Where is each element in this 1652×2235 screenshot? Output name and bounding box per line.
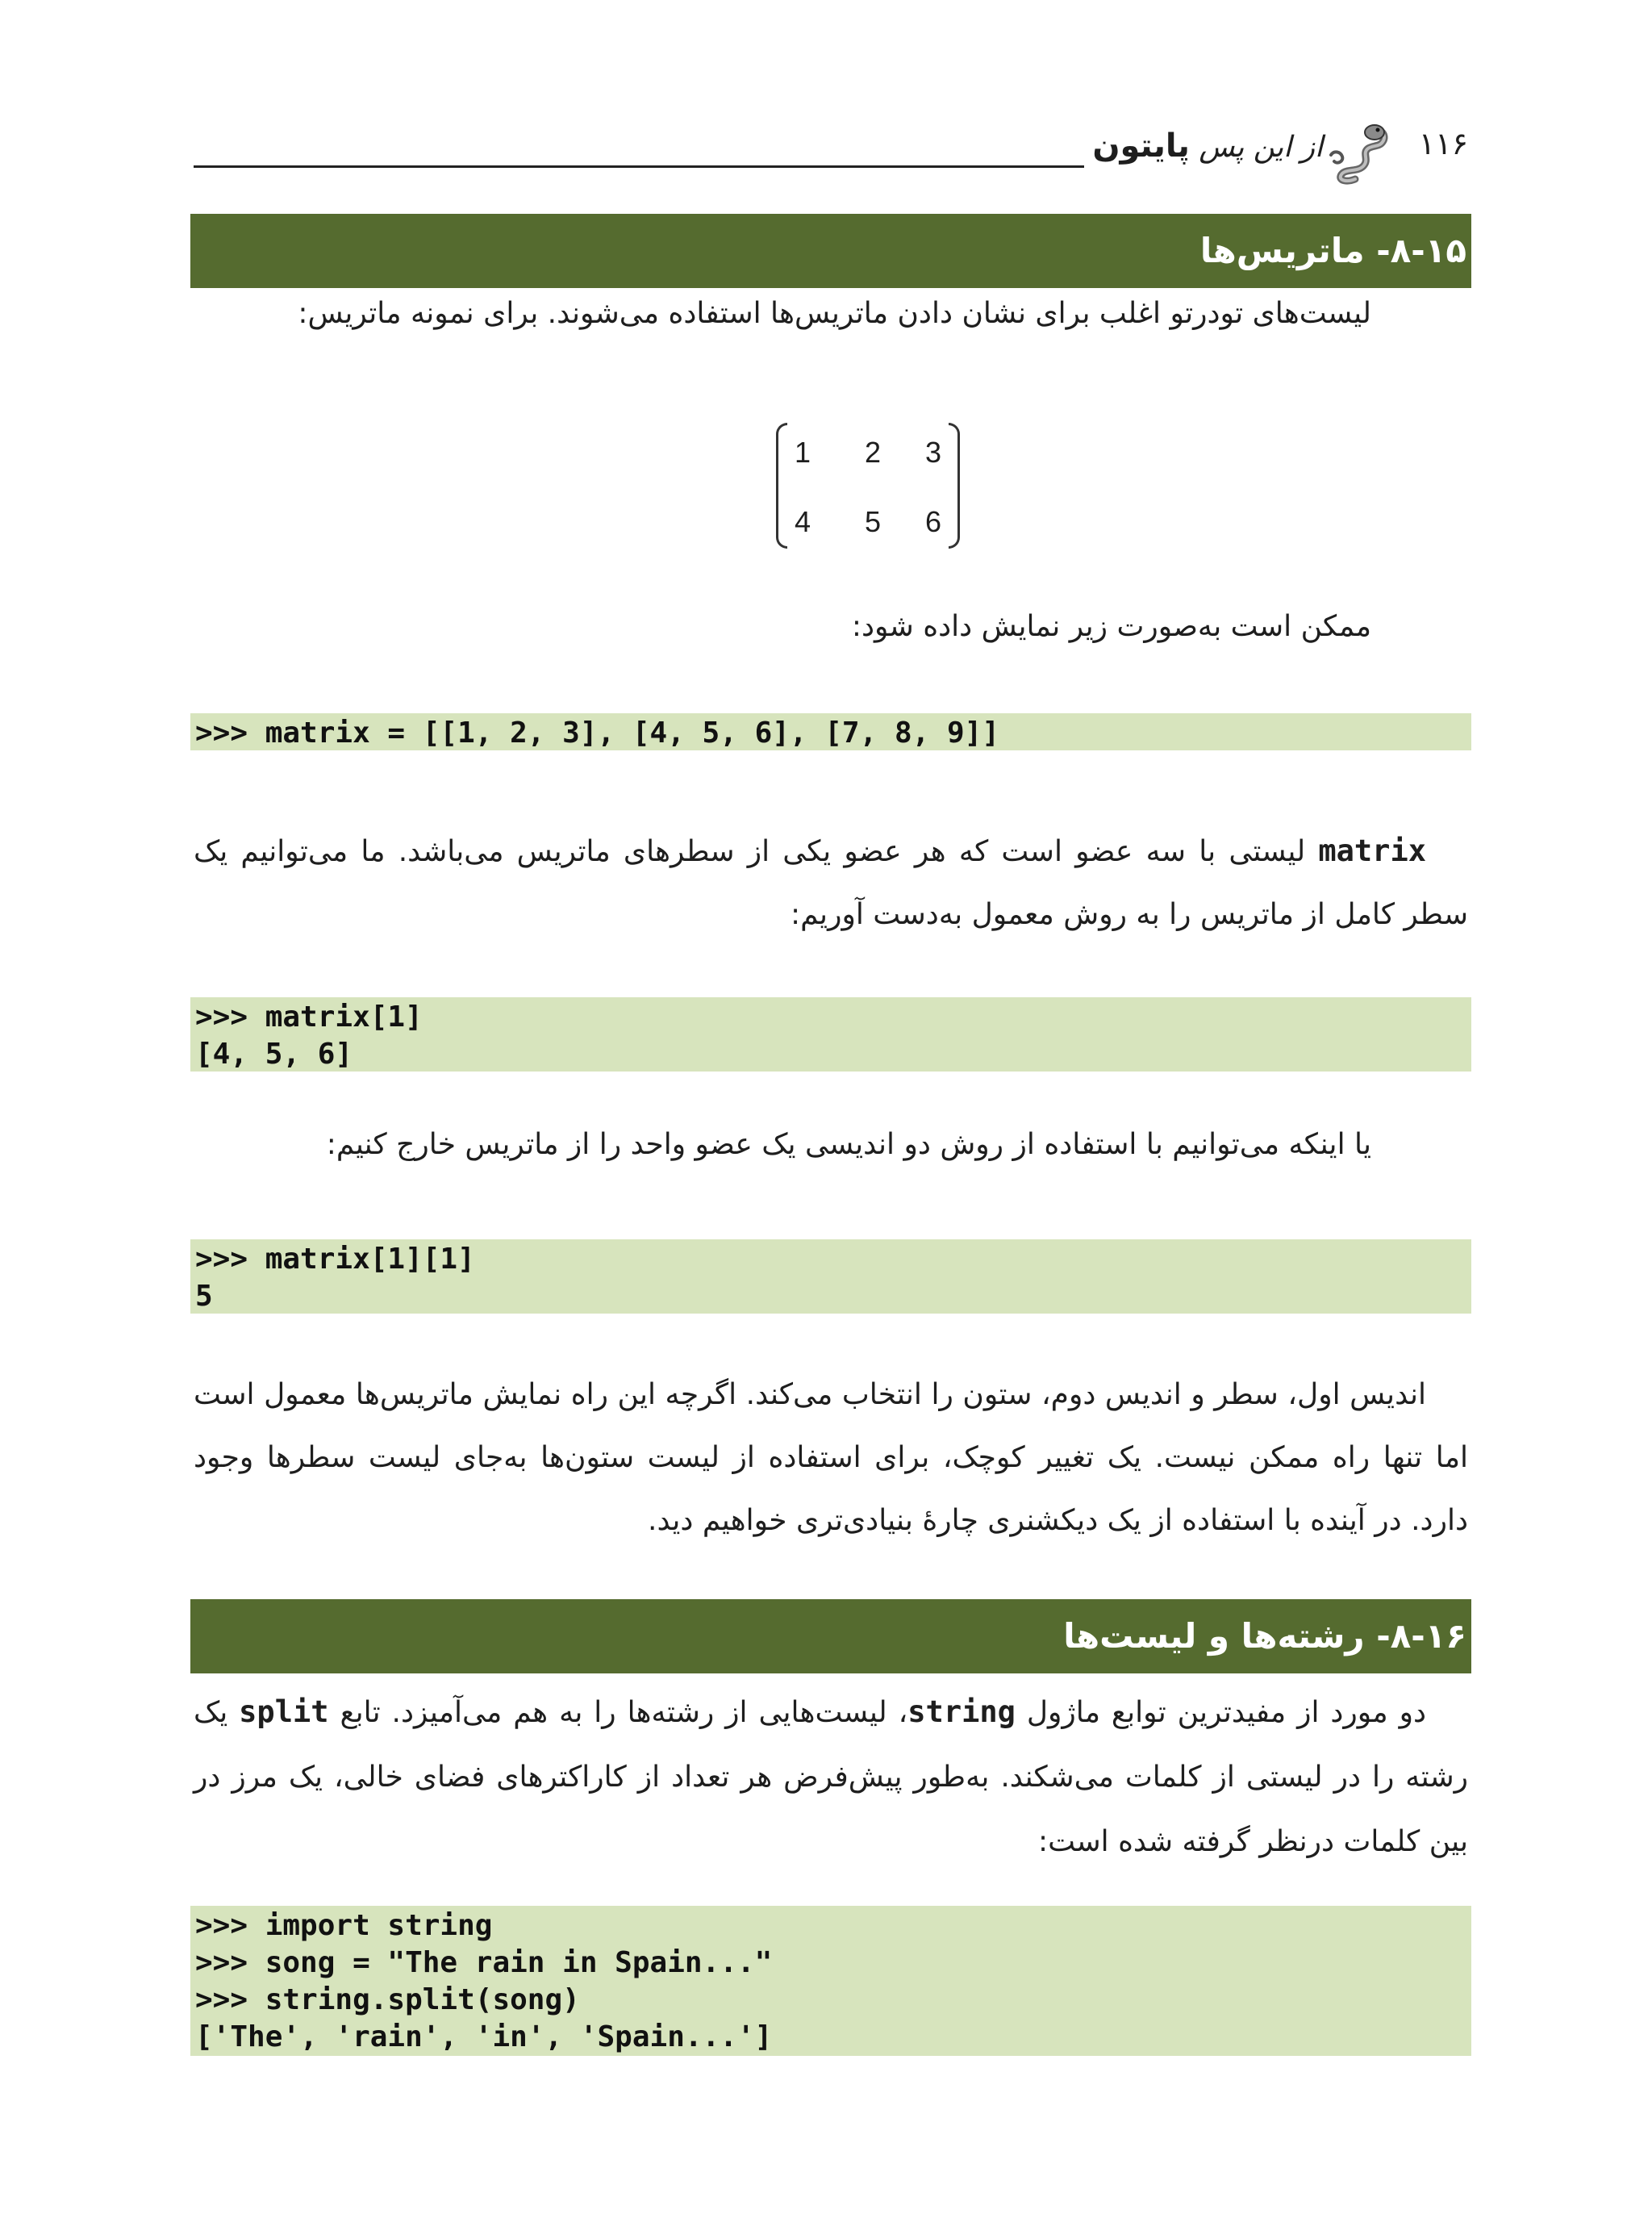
code-line: >>> import string [195,1909,493,1942]
matrices-intro-paragraph: لیست‌های تودرتو اغلب برای نشان دادن ماتریس‌ها استفاده می‌شوند. برای نمونه ماتریس: [298,297,1371,330]
inline-code-string: string [907,1694,1016,1729]
matrix-cell: 5 [864,505,882,538]
code-line: >>> string.split(song) [195,1983,580,2016]
matrix-cell: 1 [794,436,811,469]
code-line: 5 [195,1280,213,1313]
inline-code-matrix: matrix [1318,833,1426,868]
header-rule [194,165,1084,168]
page-number: ۱۱۶ [1418,126,1468,161]
code-block-matrix-definition [190,713,1471,750]
matrix-cell: 2 [864,436,882,469]
code-block-string-split [190,1906,1471,2056]
book-title-prefix: از این پس [1199,131,1323,164]
code-block-row-access [190,997,1471,1072]
section-heading-strings-and-lists: ۸-۱۶- رشته‌ها و لیست‌ها [190,1599,1471,1673]
code-line: >>> matrix = [[1, 2, 3], [4, 5, 6], [7, 8, 9]] [195,716,999,750]
two-index-paragraph: یا اینکه می‌توانیم با استفاده از روش دو اندیسی یک عضو واحد را از ماتریس خارج کنیم: [326,1128,1371,1161]
string-split-paragraph [194,1680,1468,1874]
representation-paragraph: ممکن است به‌صورت زیر نمایش داده شود: [851,610,1371,643]
code-block-element-access [190,1239,1471,1314]
paragraph-text: لیستی با سه عضو است که هر عضو یکی از سطرهای ماتریس می‌باشد. ما می‌توانیم یک سطر کامل از ماتریس را به روش معمول به‌دست آوریم: [194,835,1468,931]
code-line: >>> matrix[1][1] [195,1243,475,1276]
matrix-cell: 4 [794,505,811,538]
paragraph-text: دو مورد از مفیدترین توابع ماژول [1015,1696,1427,1729]
paragraph-text: ، لیست‌هایی از رشته‌ها را به هم می‌آمیزد. تابع [328,1696,908,1729]
section-heading-matrices: ۸-۱۵- ماتریس‌ها [190,214,1471,288]
code-line: [4, 5, 6] [195,1038,353,1071]
book-title-bold: پایتون [1092,127,1190,165]
matrix-cell: 3 [924,436,942,469]
book-title [1081,127,1323,165]
matrix-figure [776,423,960,552]
code-line: >>> matrix[1] [195,1001,423,1034]
inline-code-split: split [239,1694,329,1729]
matrix-description-paragraph [194,820,1468,946]
index-explanation-paragraph: اندیس اول، سطر و اندیس دوم، ستون را انتخاب می‌کند. اگرچه این راه نمایش ماتریس‌ها معمول است اما تنها راه ممکن نیست. یک تغییر کوچک، برای استفاده از لیست ستون‌ها به‌جای لیست سطرها وجود دارد. در آینده با استفاده از یک دیکشنری چارۀ بنیادی‌تری خواهیم دید. [194,1378,1468,1537]
code-line: >>> song = "The rain in Spain..." [195,1946,773,1979]
python-snake-logo-icon [1323,119,1391,186]
paragraph-text: یک رشته را در لیستی از کلمات می‌شکند. به‌طور پیش‌فرض هر تعداد از کاراکترهای فضای خالی، یک مرز در بین کلمات درنظر گرفته شده است: [194,1696,1468,1858]
code-line: ['The', 'rain', 'in', 'Spain...'] [195,2020,773,2053]
matrix-cell: 6 [924,505,942,538]
